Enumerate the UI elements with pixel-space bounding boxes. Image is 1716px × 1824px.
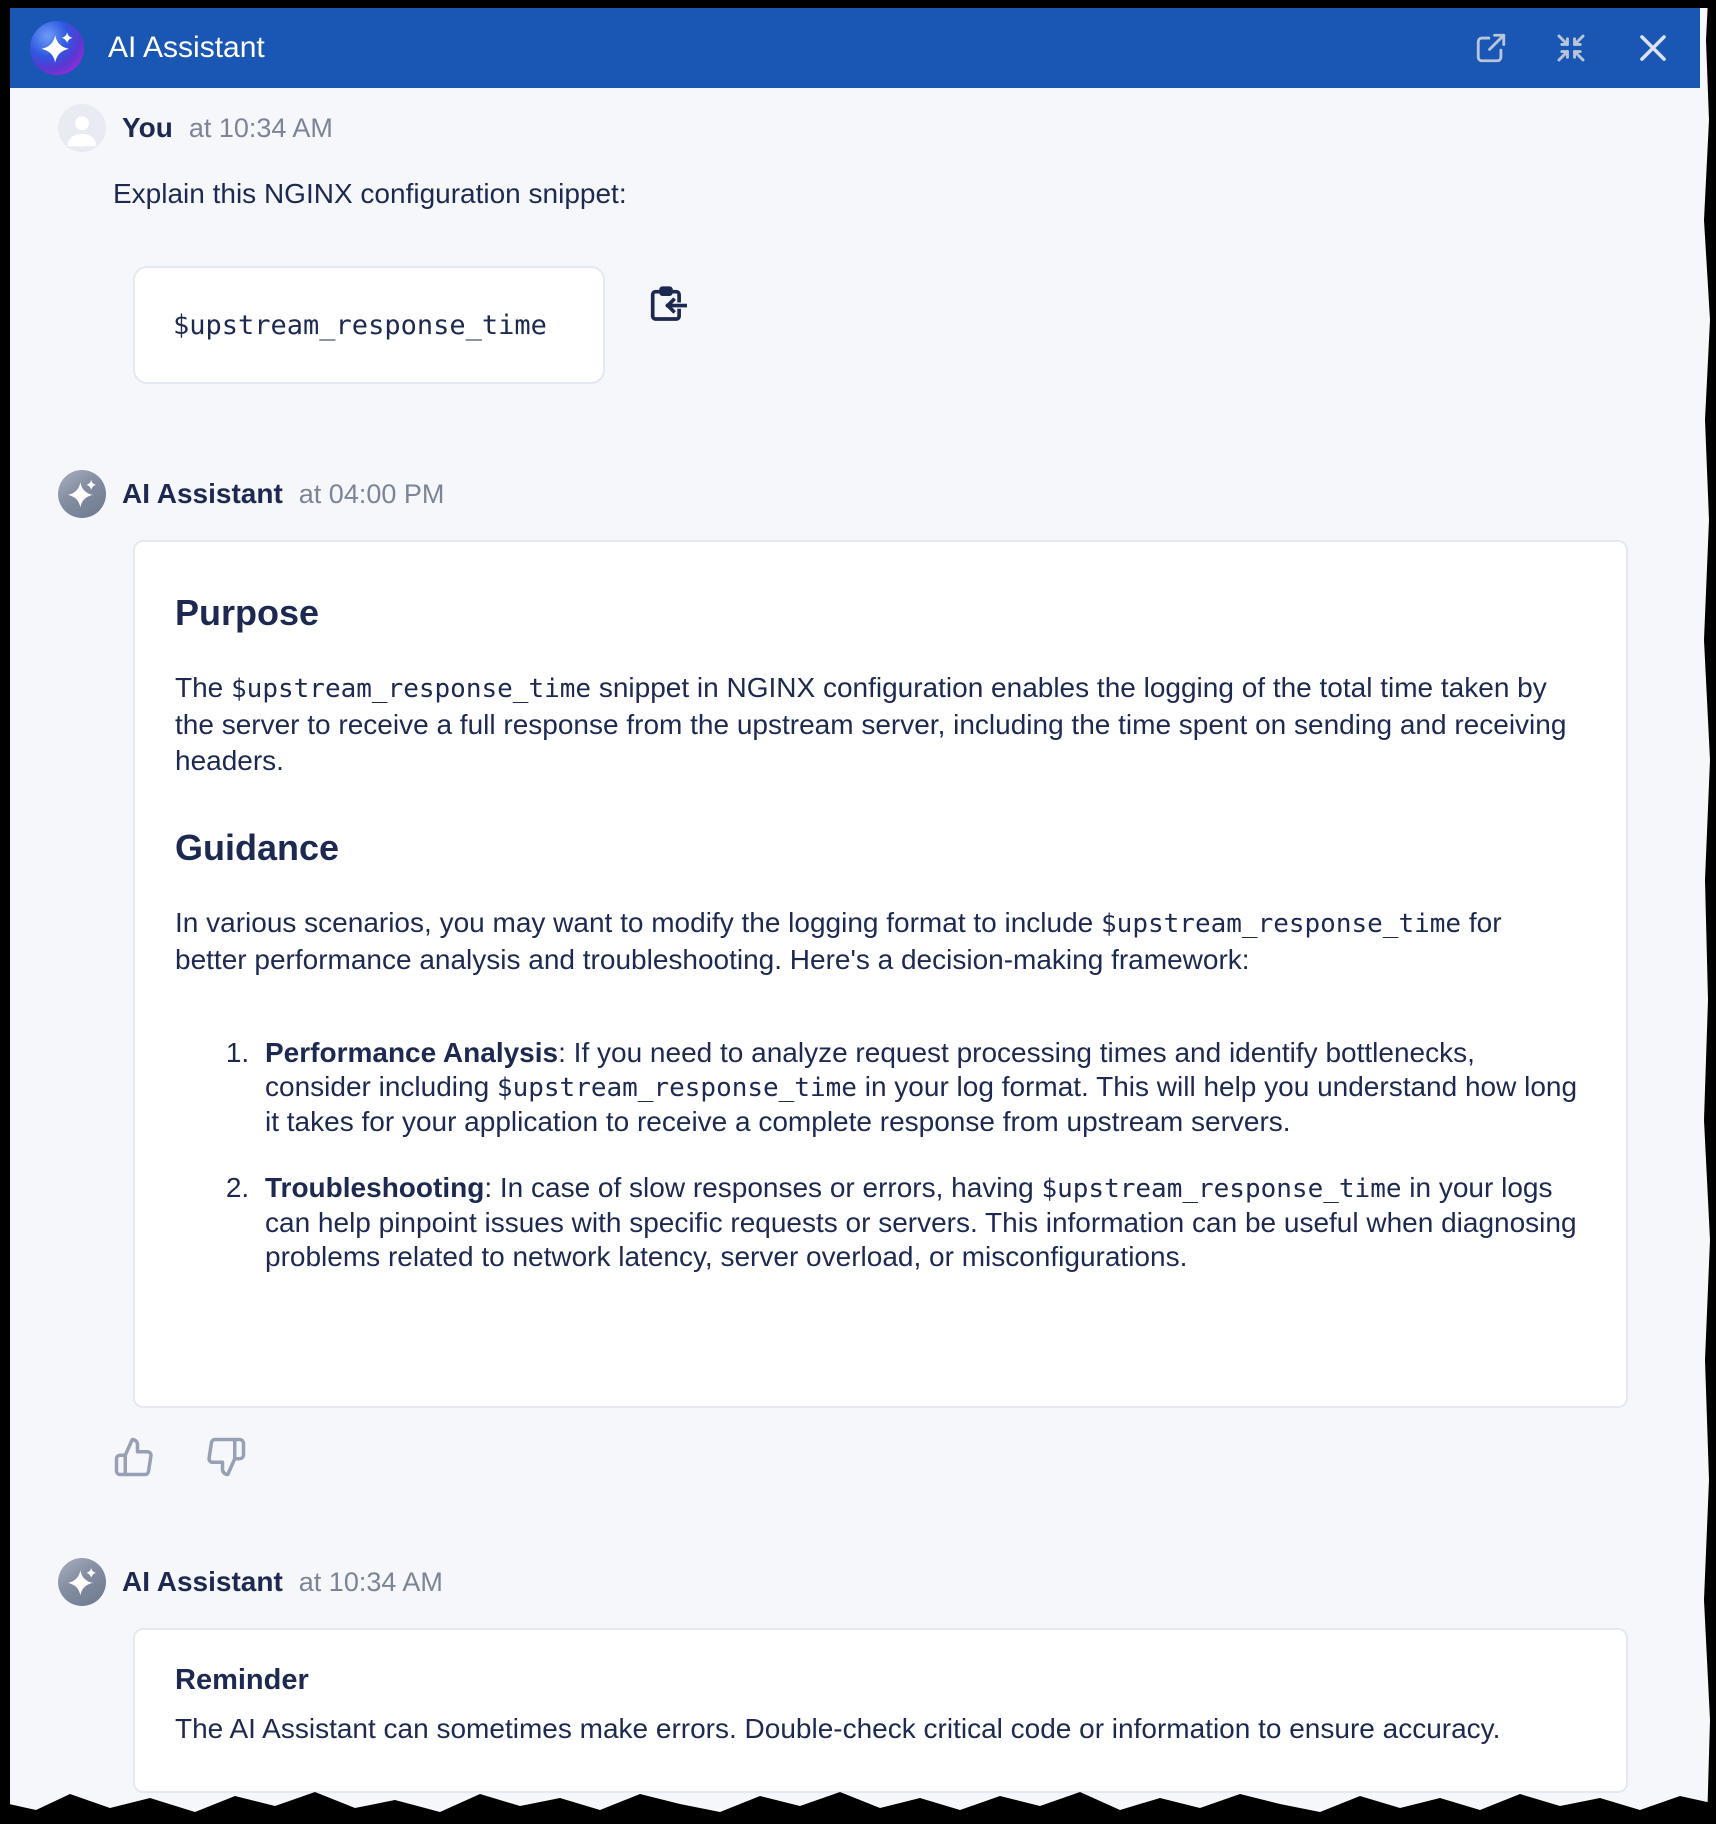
open-in-new-window-icon (1474, 31, 1508, 65)
inline-code: $upstream_response_time (496, 1073, 857, 1103)
person-icon (59, 105, 105, 151)
user-message (0, 104, 1716, 384)
assistant-logo (30, 21, 84, 75)
sparkle-icon (62, 1562, 102, 1602)
close-icon (1634, 29, 1672, 67)
reminder-heading: Reminder (175, 1664, 309, 1696)
user-timestamp: at 10:34 AM (188, 112, 333, 143)
list-item (257, 1036, 1580, 1139)
assistant-author: AI Assistant (122, 478, 283, 509)
guidance-paragraph (175, 905, 1580, 978)
reminder-message-head (58, 1558, 1716, 1606)
header-actions (1474, 29, 1672, 67)
assistant-author: AI Assistant (122, 1566, 283, 1597)
guidance-list (175, 1036, 1580, 1274)
code-row (133, 266, 1716, 384)
list-item-text: in your log format. This will help you understand how long it takes for your application to receive a complete response from upstream servers. (265, 1071, 1578, 1137)
sparkle-orb-icon (35, 26, 79, 70)
code-snippet: $upstream_response_time (173, 309, 547, 341)
reminder-text: The AI Assistant can sometimes make errors. Double-check critical code or information to ensure accuracy. (175, 1713, 1501, 1744)
panel-header (10, 8, 1700, 88)
reminder-card (133, 1628, 1628, 1793)
list-item-text: in your logs can help pinpoint issues with specific requests or servers. This information can be useful when diagnosing problems related to network latency, server overload, or misconfigurations. (265, 1172, 1577, 1272)
inline-code: $upstream_response_time (1041, 1174, 1402, 1204)
user-message-head (58, 104, 1716, 152)
assistant-avatar (58, 470, 106, 518)
chat-transcript (0, 88, 1716, 1793)
assistant-message (0, 470, 1716, 1478)
assistant-timestamp: at 04:00 PM (298, 478, 445, 509)
list-item-lead: Performance Analysis (265, 1037, 559, 1068)
thumbs-up-icon (113, 1436, 155, 1478)
list-item (257, 1171, 1580, 1274)
thumbs-down-icon (205, 1436, 247, 1478)
user-avatar (58, 104, 106, 152)
list-item-lead: Troubleshooting (265, 1172, 485, 1203)
purpose-text-pre: The (175, 672, 232, 703)
reminder-timestamp: at 10:34 AM (298, 1566, 443, 1597)
list-item-text: : If you need to analyze request processing times and identify bottlenecks, consider including (265, 1037, 1475, 1102)
assistant-avatar (58, 1558, 106, 1606)
panel-title: AI Assistant (108, 31, 265, 64)
sparkle-icon (62, 474, 102, 514)
user-message-text: Explain this NGINX configuration snippet: (113, 178, 627, 209)
assistant-answer-card (133, 540, 1628, 1408)
collapse-panel-button[interactable] (1554, 31, 1588, 65)
feedback-actions (113, 1436, 1716, 1478)
inline-code: $upstream_response_time (1101, 909, 1462, 939)
purpose-heading: Purpose (175, 592, 320, 633)
inline-code: $upstream_response_time (231, 674, 592, 704)
guidance-text-post: for better performance analysis and troubleshooting. Here's a decision-making framework: (175, 907, 1502, 975)
purpose-text-post: snippet in NGINX configuration enables the logging of the total time taken by the server to receive a full response from the upstream server, including the time spent on sending and receiving headers. (175, 672, 1567, 776)
assistant-message-head (58, 470, 1716, 518)
collapse-icon (1554, 31, 1588, 65)
close-panel-button[interactable] (1634, 29, 1672, 67)
paste-clipboard-icon (645, 284, 687, 326)
purpose-paragraph (175, 670, 1580, 779)
thumbs-down-button[interactable] (205, 1436, 247, 1478)
open-in-new-window-button[interactable] (1474, 31, 1508, 65)
copy-code-button[interactable] (645, 284, 687, 326)
guidance-text-pre: In various scenarios, you may want to modify the logging format to include (175, 907, 1102, 938)
code-snippet-box (133, 266, 605, 384)
assistant-reminder-message (0, 1558, 1716, 1793)
list-item-text: : In case of slow responses or errors, having (484, 1172, 1042, 1203)
user-author: You (122, 112, 173, 143)
thumbs-up-button[interactable] (113, 1436, 155, 1478)
guidance-heading: Guidance (175, 827, 340, 868)
